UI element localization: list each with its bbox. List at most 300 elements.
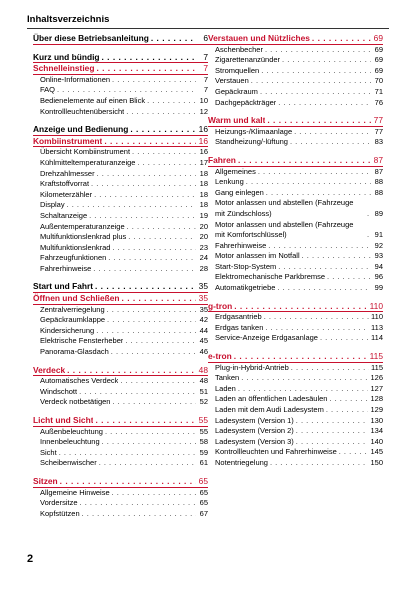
dot-leader [265, 45, 371, 56]
toc-entry[interactable] [33, 509, 208, 520]
toc-entry[interactable] [33, 336, 208, 347]
toc-chapter-entry[interactable] [33, 33, 208, 45]
toc-entry[interactable] [33, 200, 208, 211]
toc-entry[interactable] [208, 66, 383, 77]
dot-leader [89, 211, 196, 222]
toc-entry[interactable] [33, 347, 208, 358]
toc-entry[interactable] [208, 416, 383, 427]
toc-entry-title: Verstauen [215, 76, 249, 86]
toc-entry[interactable] [33, 397, 208, 408]
toc-entry-title: Elektrische Fensterheber [40, 336, 124, 346]
toc-section [33, 33, 208, 45]
toc-section [33, 52, 208, 118]
dot-leader [128, 232, 196, 243]
dot-leader [67, 200, 196, 211]
toc-entry[interactable] [208, 394, 383, 405]
toc-entry-title: Laden an öffentlichen Ladesäulen [215, 394, 328, 404]
toc-entry-page: 24 [199, 253, 208, 263]
toc-section [33, 124, 208, 274]
toc-entry-title: Motor anlassen und abstellen (Fahrzeuge mit Komfortschlüssel) [215, 219, 354, 240]
toc-entry-title: Kurz und bündig [33, 51, 100, 62]
toc-entry[interactable] [208, 55, 383, 66]
toc-chapter-entry[interactable] [33, 415, 208, 427]
toc-entry-title: Außenbeleuchtung [40, 426, 103, 436]
dot-leader [91, 179, 196, 190]
toc-entry-title: Allgemeines [215, 166, 256, 176]
toc-entry-page: 17 [199, 157, 208, 167]
toc-entry[interactable] [208, 241, 383, 252]
toc-entry[interactable] [208, 188, 383, 199]
dot-leader [264, 312, 369, 323]
toc-entry-title: Start-Stop-System [215, 261, 277, 271]
toc-entry-page: 69 [373, 33, 383, 43]
dot-leader [265, 323, 369, 334]
toc-chapter-entry[interactable] [33, 124, 208, 136]
toc-entry-title: Aschenbecher [215, 44, 263, 54]
toc-entry[interactable] [208, 137, 383, 148]
toc-entry[interactable] [208, 333, 383, 344]
toc-entry-page: 67 [199, 508, 208, 518]
toc-entry-title: Anzeige und Bedienung [33, 124, 129, 135]
toc-entry-page: 10 [199, 95, 208, 105]
toc-entry-page: 83 [374, 137, 383, 147]
toc-section [208, 351, 383, 469]
toc-entry-page: 71 [374, 86, 383, 96]
toc-entry-page: 140 [370, 436, 383, 446]
toc-entry-page: 35 [199, 304, 208, 314]
toc-entry[interactable] [33, 75, 208, 86]
toc-entry-page: 114 [371, 333, 383, 343]
toc-entry[interactable] [33, 179, 208, 190]
dot-leader [79, 387, 196, 398]
toc-entry[interactable] [33, 498, 208, 509]
toc-entry-page: 87 [374, 166, 383, 176]
dot-leader [102, 437, 196, 448]
toc-entry-title: Display [40, 200, 65, 210]
toc-entry-page: 51 [199, 386, 208, 396]
toc-entry[interactable] [208, 262, 383, 273]
dot-leader [147, 96, 196, 107]
toc-entry[interactable] [33, 326, 208, 337]
dot-leader [302, 251, 371, 262]
dot-leader [320, 333, 369, 344]
dot-leader [122, 293, 196, 304]
dot-leader [251, 76, 371, 87]
toc-entry[interactable] [33, 253, 208, 264]
dot-leader [120, 376, 196, 387]
toc-entry-title: Scheibenwischer [40, 458, 97, 468]
toc-entry-title: Multifunktionslenkrad plus [40, 232, 127, 242]
toc-chapter-entry[interactable] [33, 136, 208, 148]
dot-leader [93, 264, 196, 275]
toc-entry-page: 115 [371, 362, 383, 372]
toc-entry-page: 88 [374, 177, 383, 187]
toc-entry-page: 145 [370, 447, 383, 457]
toc-entry-page: 55 [199, 426, 208, 436]
toc-entry-title: Notentriegelung [215, 457, 268, 467]
dot-leader [111, 347, 196, 358]
dot-leader [270, 458, 369, 469]
toc-entry[interactable] [33, 158, 208, 169]
dot-leader [107, 315, 196, 326]
dot-leader [95, 281, 196, 292]
toc-entry[interactable] [33, 458, 208, 469]
dot-leader [60, 476, 196, 487]
toc-entry-page: 94 [374, 261, 383, 271]
toc-entry-title: Elektromechanische Parkbremse [215, 272, 326, 282]
toc-entry[interactable] [208, 251, 383, 262]
toc-entry-title: Kontrollleuchten und Fahrerhinweise [215, 447, 337, 457]
toc-chapter-entry[interactable] [208, 155, 383, 167]
toc-entry[interactable] [208, 177, 383, 188]
toc-entry-title: Verdeck [33, 364, 66, 375]
dot-leader [137, 158, 196, 169]
toc-entry-title: Öffnen und Schließen [33, 293, 120, 304]
toc-entry-title: Ladesystem (Version 2) [215, 426, 294, 436]
toc-chapter-entry[interactable] [208, 351, 383, 363]
toc-entry-title: Laden mit dem Audi Ladesystem [215, 405, 324, 414]
dot-leader [95, 415, 196, 426]
dot-leader [312, 33, 371, 44]
dot-leader [367, 209, 371, 220]
toc-entry[interactable] [33, 437, 208, 448]
toc-entry-page: 91 [374, 230, 383, 240]
dot-leader [80, 498, 196, 509]
toc-entry-page: 65 [199, 498, 208, 508]
toc-entry-page: 48 [199, 376, 208, 386]
toc-entry[interactable] [33, 315, 208, 326]
toc-entry[interactable] [208, 45, 383, 56]
toc-section [208, 115, 383, 148]
toc-entry[interactable] [208, 87, 383, 98]
dot-leader [108, 253, 196, 264]
dot-leader [327, 272, 371, 283]
toc-chapter-entry[interactable] [33, 52, 208, 64]
toc-entry[interactable] [208, 283, 383, 294]
toc-entry-page: 87 [373, 154, 383, 165]
dot-leader [278, 98, 371, 109]
toc-entry-page: 69 [374, 65, 383, 75]
toc-entry[interactable] [208, 437, 383, 448]
toc-entry-title: Service-Anzeige Erdgasanlage [215, 333, 318, 343]
toc-entry-page: 18 [199, 168, 208, 178]
toc-entry[interactable] [33, 169, 208, 180]
toc-entry-page: 18 [199, 200, 208, 210]
toc-entry-page: 58 [199, 437, 208, 447]
toc-entry-page: 7 [203, 85, 208, 95]
dot-leader [104, 136, 196, 147]
toc-chapter-entry[interactable] [33, 63, 208, 75]
toc-entry-title: Gang einlegen [215, 187, 264, 197]
dot-leader [132, 147, 196, 158]
toc-entry-page: 52 [199, 397, 208, 407]
dot-leader [296, 426, 369, 437]
toc-entry-page: 115 [369, 351, 383, 362]
dot-leader [296, 416, 369, 427]
toc-entry[interactable] [33, 222, 208, 233]
toc-entry-page: 7 [203, 74, 208, 84]
toc-entry-title: e-tron [208, 351, 232, 362]
toc-entry[interactable] [33, 96, 208, 107]
toc-entry[interactable] [33, 427, 208, 438]
dot-leader [112, 243, 196, 254]
toc-entry[interactable] [33, 264, 208, 275]
toc-entry-page: 46 [199, 347, 208, 357]
page-header-title: Inhaltsverzeichnis [27, 14, 110, 25]
toc-entry[interactable] [33, 211, 208, 222]
dot-leader [102, 52, 196, 63]
toc-entry-title: Sitzen [33, 475, 58, 486]
toc-entry-title: Fahren [208, 154, 236, 165]
toc-entry-title: Ladesystem (Version 3) [215, 436, 294, 446]
toc-entry-title: Kindersicherung [40, 325, 95, 335]
toc-entry-page: 23 [199, 242, 208, 252]
toc-entry-title: Vordersitze [40, 498, 78, 508]
toc-entry-page: 92 [374, 240, 383, 250]
toc-entry-page: 110 [369, 300, 383, 311]
dot-leader [282, 55, 371, 66]
toc-entry-title: Zentralverriegelung [40, 304, 105, 314]
toc-entry-title: Allgemeine Hinweise [40, 487, 110, 497]
dot-leader [290, 137, 371, 148]
toc-entry-page: 18 [199, 189, 208, 199]
dot-leader [67, 365, 196, 376]
dot-leader [94, 190, 196, 201]
toc-entry-title: Windschott [40, 386, 78, 396]
dot-leader [294, 127, 371, 138]
dot-leader [57, 85, 196, 96]
toc-chapter-entry[interactable] [208, 115, 383, 127]
toc-entry-title: Ladesystem (Version 1) [215, 415, 294, 425]
dot-leader [258, 167, 371, 178]
dot-leader [126, 107, 196, 118]
toc-entry-title: Drehzahlmesser [40, 168, 95, 178]
toc-entry-page: 99 [374, 283, 383, 293]
toc-entry[interactable] [208, 127, 383, 138]
toc-entry-title: Fahrerhinweise [215, 240, 267, 250]
toc-entry-page: 18 [199, 179, 208, 189]
toc-entry-page: 42 [199, 315, 208, 325]
toc-entry-page: 16 [198, 124, 208, 135]
toc-entry-title: Sicht [40, 447, 57, 457]
toc-entry-title: Verdeck notbetätigen [40, 397, 111, 407]
dot-leader [238, 384, 369, 395]
toc-entry[interactable] [33, 488, 208, 499]
toc-entry-page: 69 [374, 44, 383, 54]
toc-entry-page: 89 [374, 208, 383, 218]
toc-entry[interactable] [208, 363, 383, 374]
toc-entry-page: 129 [370, 405, 383, 414]
dot-leader [151, 33, 196, 44]
toc-entry[interactable] [208, 447, 383, 458]
toc-entry[interactable] [208, 323, 383, 334]
dot-leader [278, 262, 371, 273]
toc-entry-page: 70 [374, 76, 383, 86]
dot-leader [326, 405, 369, 416]
toc-entry-title: Panorama-Glasdach [40, 347, 109, 357]
dot-leader [59, 448, 196, 459]
toc-entry-title: Fahrerhinweise [40, 263, 92, 273]
toc-chapter-entry[interactable] [208, 301, 383, 313]
toc-entry[interactable] [208, 98, 383, 109]
toc-chapter-entry[interactable] [33, 281, 208, 293]
toc-entry-title: Gepäckraum [215, 86, 258, 96]
toc-entry-title: Schnelleinstieg [33, 63, 95, 74]
toc-entry-title: Licht und Sicht [33, 415, 94, 425]
toc-entry[interactable] [208, 458, 383, 469]
page-number: 2 [27, 553, 34, 565]
toc-entry-title: Verstauen und Nützliches [208, 33, 310, 43]
toc-entry-title: Gepäckraumklappe [40, 315, 106, 325]
toc-entry-page: 44 [199, 325, 208, 335]
toc-entry-title: Tanken [215, 373, 240, 383]
toc-section [33, 476, 208, 519]
toc-entry-page: 150 [370, 457, 383, 467]
toc-left-column [33, 33, 208, 519]
toc-chapter-entry[interactable] [33, 293, 208, 305]
toc-entry-page: 20 [199, 221, 208, 231]
toc-entry-title: Motor anlassen im Notfall [215, 251, 300, 261]
toc-entry-page: 76 [374, 97, 383, 107]
toc-entry[interactable] [33, 85, 208, 96]
toc-entry[interactable] [208, 198, 383, 219]
toc-entry-title: Bedienelemente auf einen Blick [40, 95, 146, 105]
dot-leader [277, 283, 371, 294]
toc-entry-title: Lenkung [215, 177, 244, 187]
toc-entry[interactable] [208, 312, 383, 323]
toc-entry-page: 110 [371, 312, 383, 322]
toc-entry-page: 128 [370, 394, 383, 404]
toc-entry[interactable] [33, 305, 208, 316]
toc-entry-page: 16 [198, 135, 208, 146]
toc-entry-title: Multifunktionslenkrad [40, 242, 111, 252]
toc-entry-title: Außentemperaturanzeige [40, 221, 125, 231]
toc-entry[interactable] [33, 387, 208, 398]
toc-entry-page: 88 [374, 187, 383, 197]
toc-entry[interactable] [208, 272, 383, 283]
toc-entry-page: 93 [374, 251, 383, 261]
toc-right-column [208, 33, 383, 469]
toc-entry-page: 20 [199, 232, 208, 242]
toc-entry[interactable] [33, 147, 208, 158]
toc-entry-page: 12 [199, 106, 208, 116]
toc-entry[interactable] [208, 405, 383, 416]
toc-entry-title: Erdgas tanken [215, 322, 264, 332]
toc-entry-title: Kopfstützen [40, 508, 80, 518]
toc-entry-page: 45 [199, 336, 208, 346]
dot-leader [234, 301, 367, 312]
toc-entry[interactable] [208, 384, 383, 395]
dot-leader [246, 177, 371, 188]
dot-leader [99, 458, 196, 469]
dot-leader [296, 437, 369, 448]
dot-leader [96, 326, 196, 337]
dot-leader [238, 155, 371, 166]
toc-entry-page: 16 [199, 147, 208, 157]
toc-entry[interactable] [208, 220, 383, 241]
toc-entry-page: 130 [370, 415, 383, 425]
toc-entry-title: Online-Informationen [40, 74, 111, 84]
dot-leader [107, 305, 196, 316]
dot-leader [291, 363, 369, 374]
toc-chapter-entry[interactable] [33, 476, 208, 488]
dot-leader [241, 373, 368, 384]
toc-entry-page: 28 [199, 263, 208, 273]
toc-entry-title: Laden [215, 383, 236, 393]
toc-entry-title: Kühlmitteltemperaturanzeige [40, 157, 136, 167]
toc-entry-title: Motor anlassen und abstellen (Fahrzeuge mit Zündschloss) [215, 198, 354, 218]
dot-leader [268, 241, 371, 252]
dot-leader [130, 124, 196, 135]
toc-entry[interactable] [208, 373, 383, 384]
dot-leader [260, 87, 371, 98]
toc-entry[interactable] [33, 190, 208, 201]
toc-entry-title: Dachgepäckträger [215, 97, 277, 107]
toc-entry[interactable] [208, 76, 383, 87]
toc-chapter-entry[interactable] [208, 33, 383, 45]
toc-section [33, 365, 208, 408]
toc-entry-title: Über diese Betriebsanleitung [33, 33, 149, 43]
dot-leader [112, 75, 196, 86]
toc-entry[interactable] [33, 232, 208, 243]
toc-entry-title: Automatikgetriebe [215, 283, 276, 293]
header-divider [27, 28, 389, 29]
toc-entry-title: Zigarettenanzünder [215, 55, 281, 65]
toc-entry[interactable] [33, 376, 208, 387]
toc-entry-title: Innenbeleuchtung [40, 437, 100, 447]
toc-entry[interactable] [33, 107, 208, 118]
dot-leader [339, 447, 369, 458]
dot-leader [125, 336, 196, 347]
toc-entry-page: 7 [203, 51, 208, 62]
dot-leader [367, 230, 371, 241]
toc-section [33, 415, 208, 469]
toc-entry-page: 48 [198, 364, 208, 375]
toc-chapter-entry[interactable] [33, 365, 208, 377]
dot-leader [266, 188, 371, 199]
toc-entry-page: 127 [370, 383, 383, 393]
toc-section [208, 301, 383, 344]
toc-entry[interactable] [208, 167, 383, 178]
toc-entry-title: Kontrollleuchtenübersicht [40, 106, 125, 116]
toc-entry-page: 65 [199, 487, 208, 497]
toc-entry-title: Kraftstoffvorrat [40, 179, 90, 189]
toc-entry-title: Schaltanzeige [40, 210, 88, 220]
toc-entry-title: Erdgasantrieb [215, 312, 262, 322]
toc-entry-page: 6 [203, 33, 208, 43]
toc-entry[interactable] [208, 426, 383, 437]
toc-entry-page: 65 [198, 475, 208, 486]
toc-entry-page: 35 [198, 293, 208, 304]
toc-entry-title: Fahrzeugfunktionen [40, 253, 107, 263]
toc-entry-title: g-tron [208, 300, 233, 311]
toc-entry-page: 126 [370, 373, 383, 383]
toc-entry-title: Warm und kalt [208, 115, 266, 126]
toc-entry-title: Plug-in-Hybrid-Antrieb [215, 362, 289, 372]
dot-leader [82, 509, 196, 520]
toc-entry-page: 96 [374, 272, 383, 282]
toc-section [208, 33, 383, 108]
toc-entry-page: 113 [371, 322, 383, 332]
toc-entry[interactable] [33, 448, 208, 459]
dot-leader [112, 397, 196, 408]
dot-leader [267, 115, 371, 126]
dot-leader [112, 488, 196, 499]
toc-entry-page: 59 [199, 447, 208, 457]
toc-entry-page: 134 [370, 426, 383, 436]
toc-section [208, 155, 383, 294]
toc-entry[interactable] [33, 243, 208, 254]
